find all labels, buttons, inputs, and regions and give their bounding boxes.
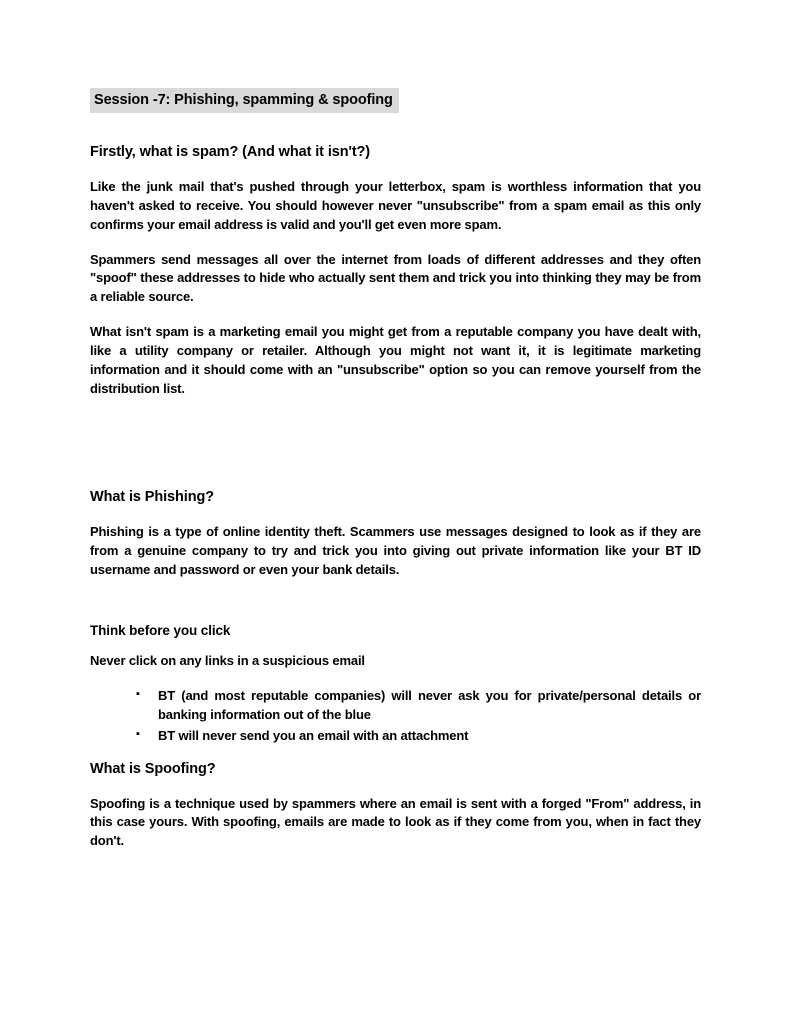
list-item-label: BT will never send you an email with an attachment [158,727,469,743]
sub-section-spacer [90,596,701,622]
paragraph-spam-1: Like the junk mail that's pushed through your letterbox, spam is worthless information that you haven't asked to receive. You should however never "unsubscribe" from a spam email as this only confirms your email address is valid and you'll get even more spam. [90,178,701,232]
bullet-icon: ▪ [136,727,140,740]
sub-heading-think-before-you-click: Think before you click [90,622,231,638]
section-spacer [90,414,701,488]
list-item [136,727,701,746]
paragraph-phishing-1: Phishing is a type of online identity theft. Scammers use messages designed to look as if they are from a genuine company to try and trick you into giving out private information like your BT ID username and password or even your bank details. [90,524,701,577]
section-heading-spam: Firstly, what is spam? (And what it isn't?) [90,144,371,161]
bullet-list-phishing [90,687,701,746]
bullet-icon: ▪ [136,688,140,701]
paragraph-never-click: Never click on any links in a suspicious email [90,653,365,669]
list-item-label: BT (and most reputable companies) will never ask you for private/personal details or banking information out of the blue [158,688,701,723]
paragraph-spam-3: What isn't spam is a marketing email you might get from a reputable company you have dealt with, like a utility company or retailer. Although you might not want it, it is legitimate marketing information and it should come with an "unsubscribe" option so you can remove yourself from the distribution list. [90,324,701,396]
paragraph-spam-2: Spammers send messages all over the internet from loads of different addresses and they often "spoof" these addresses to hide who actually sent them and trick you into thinking they may be from a reliable source. [90,251,701,305]
section-heading-phishing: What is Phishing? [90,489,214,506]
list-item [136,687,701,725]
paragraph-spoofing-1: Spoofing is a technique used by spammers where an email is sent with a forged "From" address, in this case yours. With spoofing, emails are made to look as if they come from you, when in fact they don't. [90,795,701,849]
section-heading-spoofing: What is Spoofing? [90,760,216,777]
page-title: Session -7: Phishing, spamming & spoofing [90,88,399,113]
